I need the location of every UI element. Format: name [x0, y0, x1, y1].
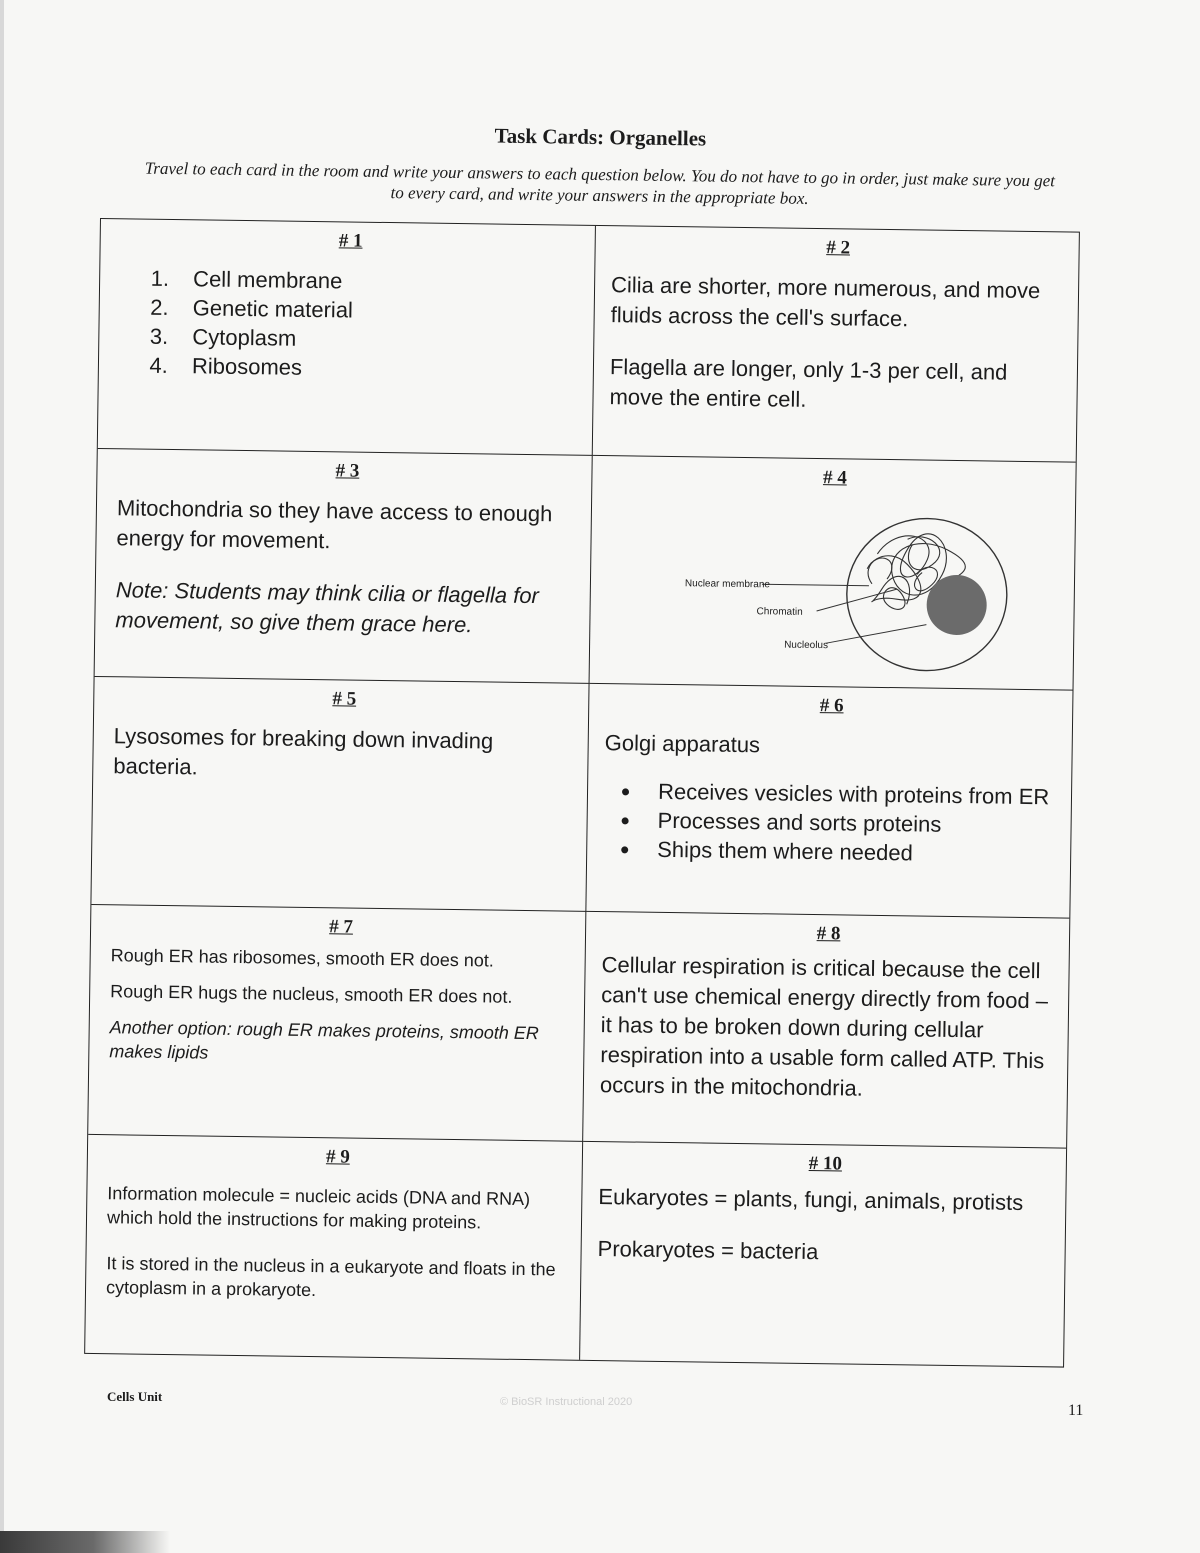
- card-6: [586, 684, 1072, 919]
- card-number: # 7: [329, 916, 354, 938]
- label-nucleolus: Nucleolus: [784, 639, 829, 652]
- list-item: • Receives vesicles with proteins from ER: [642, 777, 1057, 812]
- pointer-line: [762, 584, 869, 585]
- worksheet-header: [99, 118, 1100, 213]
- card-10: [580, 1142, 1066, 1367]
- card-text: Lysosomes for breaking down invading bacteria.: [113, 723, 494, 780]
- card-number: # 9: [325, 1146, 350, 1168]
- card-7: [88, 905, 586, 1142]
- list-item: 2. Genetic material: [175, 293, 580, 328]
- card-note: Another option: rough ER makes proteins, smooth ER makes lipids: [109, 1017, 540, 1063]
- card-text: Eukaryotes = plants, fungi, animals, protists: [598, 1184, 1024, 1215]
- footer-unit: Cells Unit: [107, 1389, 163, 1404]
- page-number: 11: [1068, 1402, 1084, 1419]
- page-title: Task Cards: Organelles: [494, 123, 707, 151]
- card-text: It is stored in the nucleus in a eukaryote and floats in the cytoplasm in a prokaryote.: [105, 1253, 556, 1301]
- card-text: Prokaryotes = bacteria: [597, 1236, 819, 1265]
- card-9: [85, 1135, 583, 1360]
- card-text: Information molecule = nucleic acids (DNA and RNA) which hold the instructions for making proteins.: [106, 1183, 531, 1233]
- card-number: # 1: [338, 230, 363, 252]
- card-text: Flagella are longer, only 1-3 per cell, and move the entire cell.: [609, 354, 1008, 412]
- pointer-line: [826, 623, 926, 644]
- list-item: 3. Cytoplasm: [174, 322, 579, 357]
- card-text: Rough ER hugs the nucleus, smooth ER does not.: [110, 981, 513, 1007]
- card-8: [583, 912, 1069, 1149]
- list-item: • Ships them where needed: [641, 835, 1056, 870]
- scan-edge-left: [0, 0, 4, 1553]
- card-number: # 4: [822, 467, 847, 489]
- card-4: [590, 456, 1076, 691]
- nucleus-diagram: [606, 500, 1048, 676]
- card-1: [98, 219, 596, 456]
- card-number: # 3: [335, 460, 360, 482]
- card-3: [95, 449, 593, 684]
- card-text: Cellular respiration is critical because the cell can't use chemical energy directly from food – it has to be broken down during cellular respiration into a usable form called ATP. This occurs in the mitochondria.: [599, 952, 1049, 1101]
- list-item: 1. Cell membrane: [175, 264, 580, 299]
- label-chromatin: Chromatin: [756, 606, 803, 618]
- golgi-bullets: [603, 776, 1057, 869]
- card-note: Note: Students may think cilia or flagella for movement, so give them grace here.: [115, 577, 540, 638]
- footer-copyright: © BioSR Instructional 2020: [500, 1396, 633, 1408]
- card-text: Cilia are shorter, more numerous, and move fluids across the cell's surface.: [610, 272, 1041, 332]
- card-number: # 6: [819, 695, 844, 717]
- label-nuclear-membrane: Nuclear membrane: [684, 578, 771, 591]
- card-5: [91, 677, 589, 912]
- instructions: Travel to each card in the room and write your answers to each question below. You do not have to go in order, just make sure you get to every card, and write your answers in the appropriate box.: [144, 158, 1056, 208]
- card-number: # 10: [808, 1152, 843, 1175]
- card-text: Golgi apparatus: [604, 730, 761, 758]
- card-number: # 8: [816, 923, 841, 945]
- card-number: # 5: [332, 688, 357, 710]
- organelle-list: [119, 263, 581, 385]
- card-2: [593, 226, 1079, 463]
- card-text: Mitochondria so they have access to enough energy for movement.: [116, 495, 553, 554]
- nucleolus-dot: [926, 575, 987, 636]
- list-item: 4. Ribosomes: [174, 351, 579, 386]
- card-number: # 2: [826, 237, 851, 259]
- list-item: • Processes and sorts proteins: [641, 806, 1056, 841]
- task-card-grid: [84, 218, 1080, 1368]
- scan-edge-bottom: [0, 1531, 170, 1553]
- card-text: Rough ER has ribosomes, smooth ER does not.: [110, 945, 495, 971]
